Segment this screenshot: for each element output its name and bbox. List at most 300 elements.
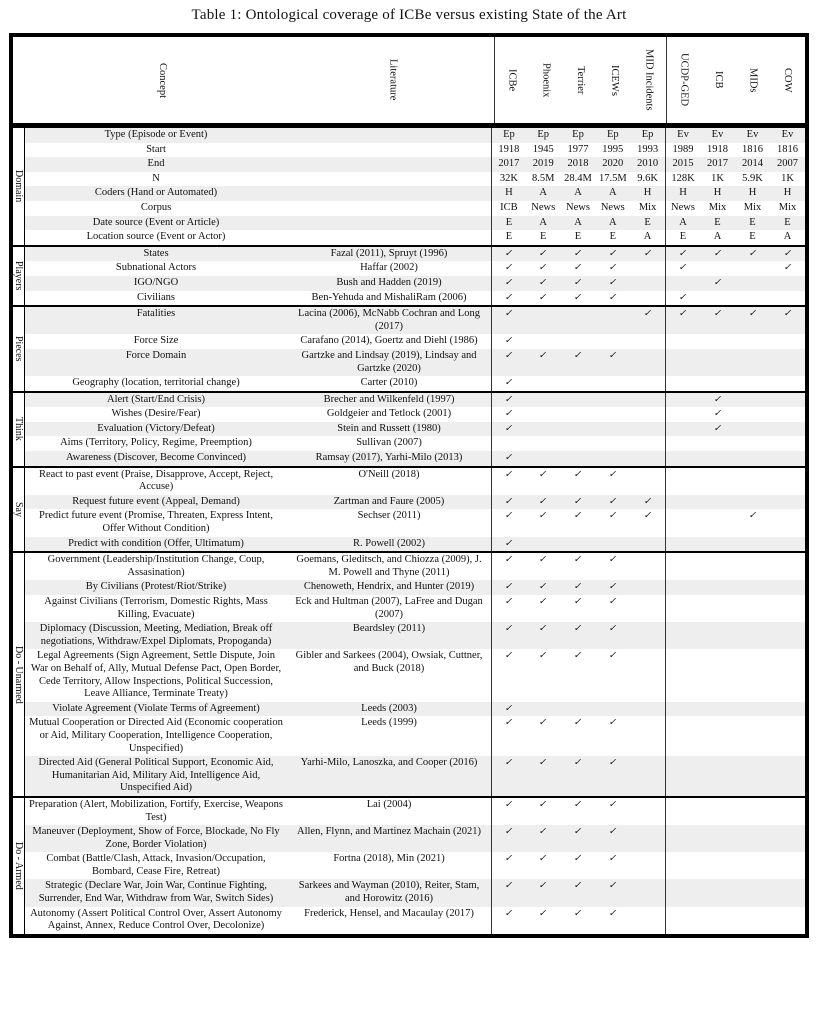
checkmark-icon: ✓ [572, 650, 584, 662]
dataset-value-cell: Ep [606, 129, 619, 140]
dataset-value-cell [735, 276, 770, 291]
literature-cell: Leeds (1999) [361, 717, 417, 729]
dataset-value-cell [491, 393, 526, 408]
dataset-value-cell: Ev [746, 129, 759, 140]
dataset-value-cell [630, 407, 665, 422]
dataset-value-cell [770, 334, 805, 349]
dataset-value-cell [526, 595, 561, 622]
dataset-value-cell [665, 307, 700, 334]
concept-cell: React to past event (Praise, Disapprove, Accept, Reject, Accuse) [38, 468, 274, 493]
checkmark-icon: ✓ [572, 262, 584, 274]
dataset-value-cell [700, 407, 735, 422]
dataset-value-cell: 5.9K [742, 172, 763, 184]
literature-cell: Fazal (2011), Spruyt (1996) [330, 247, 448, 259]
dataset-value-cell [526, 468, 561, 495]
checkmark-icon: ✓ [642, 247, 653, 259]
dataset-value-cell: 1816 [777, 143, 798, 155]
dataset-value-cell: 32K [491, 172, 526, 187]
literature-cell: R. Powell (2002) [352, 537, 426, 549]
dataset-value-cell [491, 334, 526, 349]
dataset-value-cell [735, 422, 770, 437]
dataset-value-cell [491, 756, 526, 796]
table-row [25, 393, 805, 408]
dataset-value-cell [665, 407, 700, 422]
literature-cell: Sullivan (2007) [356, 437, 422, 449]
literature-cell [287, 230, 491, 245]
dataset-value-cell [561, 451, 596, 466]
dataset-value-cell: 1989 [665, 143, 700, 158]
table-caption: Table 1: Ontological coverage of ICBe versus existing State of the Art [191, 7, 627, 23]
checkmark-icon: ✓ [572, 495, 584, 507]
literature-cell: Gartzke and Lindsay (2019), Lindsay and Gartzke (2020) [301, 349, 477, 374]
dataset-value-cell [630, 580, 665, 595]
checkmark-icon: ✓ [642, 510, 653, 522]
dataset-value-cell [735, 349, 770, 376]
dataset-value-cell [595, 247, 630, 262]
dataset-value-cell [665, 852, 700, 879]
table-row [25, 291, 805, 306]
dataset-value-cell [630, 307, 665, 334]
dataset-value-cell [561, 407, 596, 422]
literature-cell: Stein and Russett (1980) [337, 422, 441, 434]
dataset-value-cell [526, 349, 561, 376]
dataset-value-cell [665, 907, 700, 934]
concept-cell: IGO/NGO [133, 276, 179, 288]
concept-cell: Maneuver (Deployment, Show of Force, Blockade, No Fly Zone, Border Violation) [32, 826, 280, 850]
checkmark-icon: ✓ [538, 349, 549, 361]
header-dataset-terrier [563, 37, 597, 123]
dataset-value-cell [665, 537, 700, 552]
dataset-value-cell [526, 495, 561, 510]
checkmark-icon: ✓ [607, 247, 618, 259]
dataset-value-cell: Ev [665, 128, 700, 143]
dataset-value-cell [595, 407, 630, 422]
dataset-value-cell [526, 702, 561, 717]
dataset-value-cell [526, 756, 561, 796]
dataset-value-cell [561, 495, 596, 510]
checkmark-icon: ✓ [572, 757, 584, 769]
checkmark-icon: ✓ [607, 468, 618, 480]
literature-cell: Carafano (2014), Goertz and Diehl (1986) [300, 335, 478, 347]
dataset-value-cell [595, 451, 630, 466]
checkmark-icon: ✓ [712, 422, 723, 434]
dataset-value-cell [595, 376, 630, 391]
literature-cell: Bush and Hadden (2019) [336, 276, 442, 288]
checkmark-icon: ✓ [503, 422, 515, 434]
literature-cell: Goemans, Gleditsch, and Chiozza (2009), J. M. Powell and Thyne (2011) [296, 554, 482, 578]
dataset-value-cell [526, 393, 561, 408]
header-dataset-cow [770, 37, 805, 123]
dataset-value-cell [526, 291, 561, 306]
table-row [25, 172, 805, 187]
dataset-value-cell [735, 247, 770, 262]
dataset-value-cell [630, 537, 665, 552]
dataset-value-cell [665, 756, 700, 796]
section-label: Pieces [13, 336, 24, 362]
dataset-value-cell: 2019 [532, 158, 554, 170]
dataset-value-cell [561, 422, 596, 437]
dataset-value-cell [526, 334, 561, 349]
checkmark-icon: ✓ [572, 623, 584, 635]
checkmark-icon: ✓ [538, 798, 549, 810]
dataset-value-cell: News [531, 201, 556, 213]
table-row [25, 852, 805, 879]
dataset-value-cell [770, 798, 805, 825]
checkmark-icon: ✓ [503, 702, 515, 714]
checkmark-icon: ✓ [503, 596, 515, 607]
literature-cell: Eck and Hultman (2007), LaFree and Dugan (2007) [295, 596, 483, 620]
dataset-value-cell [700, 622, 735, 649]
dataset-value-cell [526, 852, 561, 879]
concept-cell: Evaluation (Victory/Defeat) [97, 422, 215, 434]
checkmark-icon: ✓ [747, 247, 758, 259]
dataset-value-cell [665, 649, 700, 701]
checkmark-icon: ✓ [607, 853, 618, 865]
header-dataset-mids [736, 37, 771, 123]
literature-cell: Carter (2010) [360, 377, 418, 389]
dataset-value-cell [665, 879, 700, 906]
dataset-value-cell [526, 407, 561, 422]
dataset-value-cell [491, 702, 526, 717]
dataset-value-cell [491, 580, 526, 595]
dataset-value-cell [770, 407, 805, 422]
dataset-value-cell [665, 291, 700, 306]
dataset-value-cell [770, 649, 805, 701]
table-row [25, 247, 805, 262]
checkmark-icon: ✓ [503, 757, 515, 769]
dataset-value-cell [595, 716, 630, 756]
dataset-value-cell [770, 468, 805, 495]
dataset-value-cell [700, 261, 735, 276]
checkmark-icon: ✓ [712, 308, 723, 320]
dataset-value-cell [630, 702, 665, 717]
dataset-value-cell [735, 291, 770, 306]
dataset-value-cell [491, 349, 526, 376]
dataset-value-cell [595, 393, 630, 408]
header-dataset-mid-incidents [632, 37, 666, 123]
dataset-value-cell [735, 393, 770, 408]
dataset-value-cell: A [539, 187, 547, 199]
dataset-value-cell [770, 451, 805, 466]
concept-cell: Government (Leadership/Institution Change, Coup, Assasination) [47, 554, 265, 578]
concept-cell: Predict future event (Promise, Threaten, Express Intent, Offer Without Condition) [39, 510, 273, 535]
concept-cell: Legal Agreements (Sign Agreement, Settle Dispute, Join War on Behalf of, Ally, Mutual Defense Pact, Open Border, Cede Territory, Allow Inspections, Political Succession, Leave Alliance, Terminate Treaty) [30, 650, 282, 700]
checkmark-icon: ✓ [503, 853, 515, 865]
dataset-value-cell [630, 879, 665, 906]
concept-cell: States [143, 247, 169, 259]
dataset-value-cell [770, 307, 805, 334]
dataset-value-cell [700, 537, 735, 552]
literature-cell: Allen, Flynn, and Martinez Machain (2021) [297, 826, 482, 838]
checkmark-icon: ✓ [572, 554, 584, 566]
checkmark-icon: ✓ [572, 468, 584, 480]
dataset-value-cell [630, 376, 665, 391]
checkmark-icon: ✓ [503, 510, 515, 522]
dataset-value-cell [700, 852, 735, 879]
dataset-value-cell [561, 649, 596, 701]
dataset-value-cell [700, 702, 735, 717]
dataset-value-cell [561, 393, 596, 408]
dataset-value-cell [665, 509, 700, 536]
section-label-cell [13, 247, 25, 305]
dataset-value-cell [770, 537, 805, 552]
dataset-value-cell [665, 349, 700, 376]
dataset-value-cell [630, 334, 665, 349]
checkmark-icon: ✓ [538, 554, 549, 566]
dataset-value-cell [770, 907, 805, 934]
dataset-value-cell [561, 825, 596, 852]
concept-cell: Predict with condition (Offer, Ultimatum) [68, 537, 244, 549]
checkmark-icon: ✓ [538, 291, 549, 303]
section-pieces [13, 305, 805, 391]
table-row [25, 468, 805, 495]
checkmark-icon: ✓ [538, 276, 549, 288]
checkmark-icon: ✓ [538, 596, 549, 607]
checkmark-icon: ✓ [538, 495, 549, 507]
dataset-value-cell [595, 334, 630, 349]
dataset-value-cell [491, 825, 526, 852]
dataset-value-cell [630, 495, 665, 510]
dataset-value-cell [770, 276, 805, 291]
dataset-value-cell [595, 852, 630, 879]
dataset-value-cell [770, 825, 805, 852]
dataset-value-cell [595, 349, 630, 376]
dataset-value-cell [491, 436, 526, 451]
dataset-value-cell [561, 580, 596, 595]
concept-cell: Against Civilians (Terrorism, Domestic Rights, Mass Killing, Evacuate) [44, 596, 268, 620]
dataset-value-cell: E [749, 231, 756, 243]
dataset-value-cell [491, 422, 526, 437]
dataset-value-cell [665, 276, 700, 291]
section-rows [25, 393, 805, 466]
literature-cell [287, 157, 491, 172]
checkmark-icon: ✓ [782, 262, 793, 274]
checkmark-icon: ✓ [572, 880, 584, 892]
checkmark-icon: ✓ [712, 276, 723, 288]
checkmark-icon: ✓ [607, 596, 618, 607]
dataset-value-cell [526, 261, 561, 276]
concept-cell: Combat (Battle/Clash, Attack, Invasion/Occupation, Bombard, Cease Fire, Retreat) [46, 853, 266, 877]
literature-column-label: Literature [387, 59, 399, 101]
literature-cell: Yarhi-Milo, Lanoszka, and Cooper (2016) [300, 757, 478, 769]
literature-cell [287, 172, 491, 187]
dataset-value-cell [561, 291, 596, 306]
dataset-value-cell [561, 276, 596, 291]
concept-cell: Force Size [133, 335, 179, 347]
header-spacer [13, 37, 33, 123]
dataset-value-cell [665, 261, 700, 276]
dataset-value-cell [770, 291, 805, 306]
section-rows [25, 247, 805, 305]
dataset-value-cell [595, 649, 630, 701]
table-row [25, 756, 805, 796]
concept-cell: Start [146, 143, 166, 155]
checkmark-icon: ✓ [712, 408, 723, 420]
checkmark-icon: ✓ [607, 554, 618, 566]
dataset-value-cell [491, 376, 526, 391]
dataset-value-cell [665, 553, 700, 580]
dataset-value-cell [770, 702, 805, 717]
concept-cell: Date source (Event or Article) [92, 216, 220, 228]
dataset-value-cell [700, 247, 735, 262]
checkmark-icon: ✓ [747, 308, 758, 320]
concept-cell: Type (Episode or Event) [104, 129, 208, 140]
dataset-value-cell [491, 407, 526, 422]
dataset-value-cell [595, 495, 630, 510]
checkmark-icon: ✓ [607, 757, 618, 769]
dataset-value-cell: E [574, 231, 582, 243]
concept-cell: Preparation (Alert, Mobilization, Fortify, Exercise, Weapons Test) [29, 798, 284, 823]
checkmark-icon: ✓ [503, 717, 515, 729]
checkmark-icon: ✓ [607, 650, 618, 662]
literature-cell: Lacina (2006), McNabb Cochran and Long (2017) [298, 308, 480, 332]
dataset-value-cell [526, 879, 561, 906]
literature-cell [287, 128, 491, 143]
concept-cell: Wishes (Desire/Fear) [111, 408, 201, 420]
checkmark-icon: ✓ [538, 907, 549, 919]
section-label-cell [13, 553, 25, 796]
dataset-column-label: COW [782, 67, 794, 93]
dataset-value-cell [630, 553, 665, 580]
dataset-value-cell [735, 580, 770, 595]
checkmark-icon: ✓ [572, 510, 584, 522]
table-row [25, 128, 805, 143]
dataset-value-cell [665, 798, 700, 825]
table-row [25, 157, 805, 172]
dataset-value-cell [526, 307, 561, 334]
dataset-value-cell [630, 247, 665, 262]
section-label: Do - Unarmed [13, 645, 24, 704]
dataset-value-cell [526, 622, 561, 649]
dataset-value-cell [630, 393, 665, 408]
checkmark-icon: ✓ [572, 826, 584, 838]
dataset-value-cell: Mix [638, 201, 657, 213]
concept-cell: By Civilians (Protest/Riot/Strike) [85, 581, 227, 593]
checkmark-icon: ✓ [503, 276, 515, 288]
dataset-value-cell [595, 702, 630, 717]
dataset-value-cell [665, 468, 700, 495]
checkmark-icon: ✓ [607, 276, 618, 288]
dataset-value-cell [735, 509, 770, 536]
dataset-value-cell: 2015 [665, 157, 700, 172]
dataset-value-cell [561, 879, 596, 906]
concept-cell: Coders (Hand or Automated) [94, 187, 218, 199]
checkmark-icon: ✓ [712, 247, 723, 259]
checkmark-icon: ✓ [538, 757, 549, 769]
concept-cell: Civilians [137, 291, 175, 303]
dataset-value-cell: A [643, 231, 652, 243]
dataset-value-cell [630, 276, 665, 291]
literature-cell [287, 216, 491, 231]
concept-cell: N [152, 172, 160, 184]
dataset-value-cell [665, 702, 700, 717]
dataset-value-cell: 2014 [742, 158, 763, 170]
checkmark-icon: ✓ [572, 291, 584, 303]
dataset-value-cell [595, 307, 630, 334]
dataset-value-cell [630, 291, 665, 306]
dataset-value-cell [630, 649, 665, 701]
checkmark-icon: ✓ [538, 468, 549, 480]
dataset-value-cell [526, 798, 561, 825]
dataset-value-cell [770, 580, 805, 595]
dataset-value-cell [735, 436, 770, 451]
literature-cell: O'Neill (2018) [358, 468, 420, 480]
dataset-value-cell [735, 879, 770, 906]
section-rows [25, 128, 805, 245]
dataset-value-cell [700, 349, 735, 376]
dataset-value-cell: 2017 [707, 158, 728, 170]
dataset-value-cell [630, 798, 665, 825]
dataset-value-cell: 1K [781, 172, 794, 184]
dataset-value-cell [526, 436, 561, 451]
checkmark-icon: ✓ [572, 853, 584, 865]
dataset-value-cell [770, 622, 805, 649]
dataset-value-cell [595, 261, 630, 276]
dataset-value-cell [595, 291, 630, 306]
concept-cell: End [147, 158, 165, 170]
dataset-value-cell [561, 537, 596, 552]
checkmark-icon: ✓ [503, 468, 515, 480]
checkmark-icon: ✓ [607, 349, 618, 361]
dataset-column-label: Terrier [574, 65, 586, 95]
dataset-value-cell [630, 595, 665, 622]
section-label: Do - Armed [13, 841, 24, 890]
checkmark-icon: ✓ [572, 247, 584, 259]
table-row [25, 276, 805, 291]
table-row [25, 553, 805, 580]
checkmark-icon: ✓ [538, 650, 549, 662]
dataset-value-cell [595, 436, 630, 451]
dataset-value-cell [561, 307, 596, 334]
checkmark-icon: ✓ [503, 650, 515, 662]
checkmark-icon: ✓ [607, 510, 618, 522]
dataset-value-cell [526, 649, 561, 701]
section-rows [25, 798, 805, 934]
checkmark-icon: ✓ [572, 717, 584, 729]
table-row [25, 509, 805, 536]
literature-cell: Beardsley (2011) [352, 623, 426, 635]
dataset-value-cell [595, 276, 630, 291]
literature-cell: Fortna (2018), Min (2021) [333, 853, 445, 865]
header-dataset-icbe [494, 37, 528, 123]
dataset-value-cell: 1945 [532, 143, 554, 155]
dataset-value-cell [561, 334, 596, 349]
dataset-value-cell [735, 649, 770, 701]
checkmark-icon: ✓ [607, 880, 618, 892]
dataset-value-cell [770, 509, 805, 536]
dataset-value-cell [595, 879, 630, 906]
checkmark-icon: ✓ [572, 349, 584, 361]
dataset-value-cell [700, 495, 735, 510]
dataset-value-cell: A [539, 216, 547, 228]
checkmark-icon: ✓ [503, 393, 515, 405]
checkmark-icon: ✓ [607, 907, 618, 919]
dataset-value-cell [665, 580, 700, 595]
dataset-value-cell [665, 451, 700, 466]
dataset-value-cell [770, 422, 805, 437]
dataset-value-cell [491, 907, 526, 934]
concept-column-label: Concept [156, 62, 168, 98]
dataset-value-cell [630, 622, 665, 649]
dataset-value-cell: Ev [711, 129, 724, 140]
checkmark-icon: ✓ [607, 291, 618, 303]
concept-cell: Strategic (Declare War, Join War, Continue Fighting, Surrender, End War, Withdraw from War, Switch Sides) [38, 880, 274, 905]
table-row [25, 422, 805, 437]
table-row [25, 261, 805, 276]
dataset-value-cell [526, 907, 561, 934]
dataset-value-cell [630, 422, 665, 437]
checkmark-icon: ✓ [712, 393, 723, 405]
